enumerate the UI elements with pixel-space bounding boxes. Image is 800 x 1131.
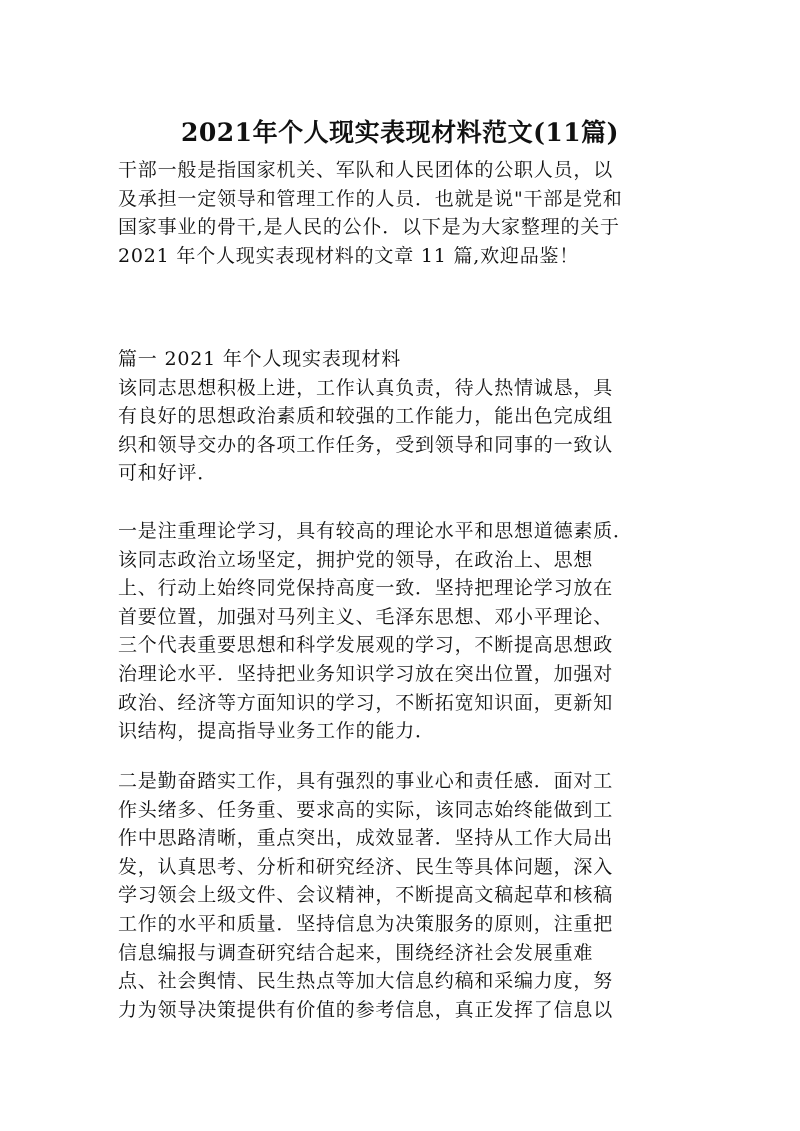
text-line: 可和好评． xyxy=(118,462,218,485)
section-heading: 篇一 2021 年个人现实表现材料 xyxy=(118,348,402,370)
text-line: 点、社会舆情、民生热点等加大信息约稿和采编力度，努 xyxy=(118,970,614,993)
text-line: 国家事业的骨干,是人民的公仆．以下是为大家整理的关于 xyxy=(118,216,620,239)
text-line: 学习领会上级文件、会议精神，不断提高文稿起草和核稿 xyxy=(118,884,614,907)
document-title: 2021年个人现实表现材料范文(11篇) xyxy=(180,118,620,147)
text-line: 干部一般是指国家机关、军队和人民团体的公职人员，以 xyxy=(118,159,614,181)
intro-paragraph xyxy=(118,156,688,270)
text-line: 二是勤奋踏实工作，具有强烈的事业心和责任感．面对工 xyxy=(118,770,614,792)
text-line: 信息编报与调查研究结合起来，围绕经济社会发展重难 xyxy=(118,941,594,964)
text-line: 该同志政治立场坚定，拥护党的领导，在政治上、思想 xyxy=(118,548,594,571)
text-line: 政治、经济等方面知识的学习，不断拓宽知识面，更新知 xyxy=(118,691,614,714)
section-one xyxy=(118,345,688,488)
text-line: 首要位置，加强对马列主义、毛泽东思想、邓小平理论、 xyxy=(118,605,614,628)
text-line: 工作的水平和质量．坚持信息为决策服务的原则，注重把 xyxy=(118,912,614,935)
text-line: 作中思路清晰，重点突出，成效显著．坚持从工作大局出 xyxy=(118,827,614,850)
text-line: 三个代表重要思想和科学发展观的学习，不断提高思想政 xyxy=(118,634,614,657)
text-line: 识结构，提高指导业务工作的能力． xyxy=(118,720,435,743)
text-line: 上、行动上始终同党保持高度一致．坚持把理论学习放在 xyxy=(118,577,614,600)
text-line: 力为领导决策提供有价值的参考信息，真正发挥了信息以 xyxy=(118,998,614,1021)
paragraph-diligent-work xyxy=(118,767,688,1024)
text-line: 及承担一定领导和管理工作的人员．也就是说"干部是党和 xyxy=(118,187,623,210)
text-line: 该同志思想积极上进，工作认真负责，待人热情诚恳，具 xyxy=(118,376,614,399)
text-line: 织和领导交办的各项工作任务，受到领导和同事的一致认 xyxy=(118,433,614,456)
text-line: 一是注重理论学习，具有较高的理论水平和思想道德素质． xyxy=(118,520,633,542)
text-line: 2021 年个人现实表现材料的文章 11 篇,欢迎品鉴！ xyxy=(118,244,580,267)
text-line: 有良好的思想政治素质和较强的工作能力，能出色完成组 xyxy=(118,405,614,428)
text-line: 治理论水平．坚持把业务知识学习放在突出位置，加强对 xyxy=(118,662,614,685)
text-line: 发，认真思考、分析和研究经济、民生等具体问题，深入 xyxy=(118,855,614,878)
text-line: 作头绪多、任务重、要求高的实际，该同志始终能做到工 xyxy=(118,798,614,821)
paragraph-theory-study xyxy=(118,517,688,746)
